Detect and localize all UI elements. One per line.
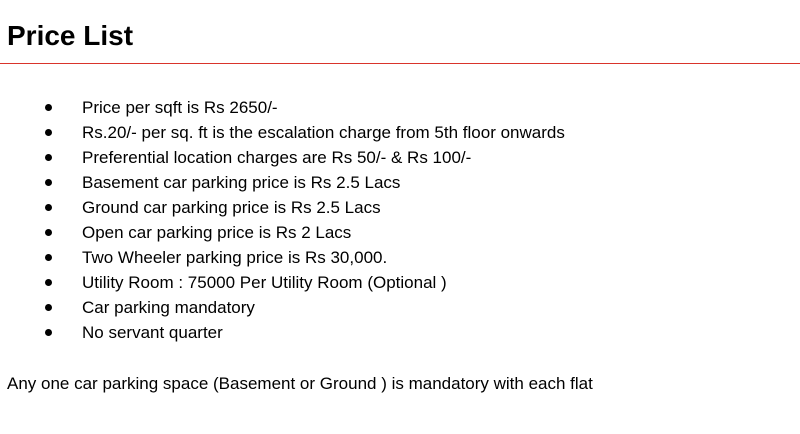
bullet-icon [45,129,52,136]
bullet-icon [45,279,52,286]
bullet-icon [45,304,52,311]
bullet-icon [45,104,52,111]
bullet-icon [45,229,52,236]
list-item-text: Open car parking price is Rs 2 Lacs [82,223,352,242]
list-item-text: Utility Room : 75000 Per Utility Room (Optional ) [82,273,447,292]
bullet-icon [45,204,52,211]
title-divider [0,63,800,64]
list-item-text: Two Wheeler parking price is Rs 30,000. [82,248,388,267]
bullet-icon [45,179,52,186]
list-item-text: No servant quarter [82,323,223,342]
list-item-text: Ground car parking price is Rs 2.5 Lacs [82,198,381,217]
list-item-text: Preferential location charges are Rs 50/- & Rs 100/- [82,148,472,167]
list-item-text: Car parking mandatory [82,298,255,317]
list-item-text: Rs.20/- per sq. ft is the escalation charge from 5th floor onwards [82,123,565,142]
bullet-icon [45,154,52,161]
bullet-icon [45,254,52,261]
list-item-text: Price per sqft is Rs 2650/- [82,98,278,117]
list-item-text: Basement car parking price is Rs 2.5 Lacs [82,173,401,192]
page-title: Price List [7,20,134,51]
bullet-icon [45,329,52,336]
mandatory-parking-note: Any one car parking space (Basement or Ground ) is mandatory with each flat [7,374,593,393]
